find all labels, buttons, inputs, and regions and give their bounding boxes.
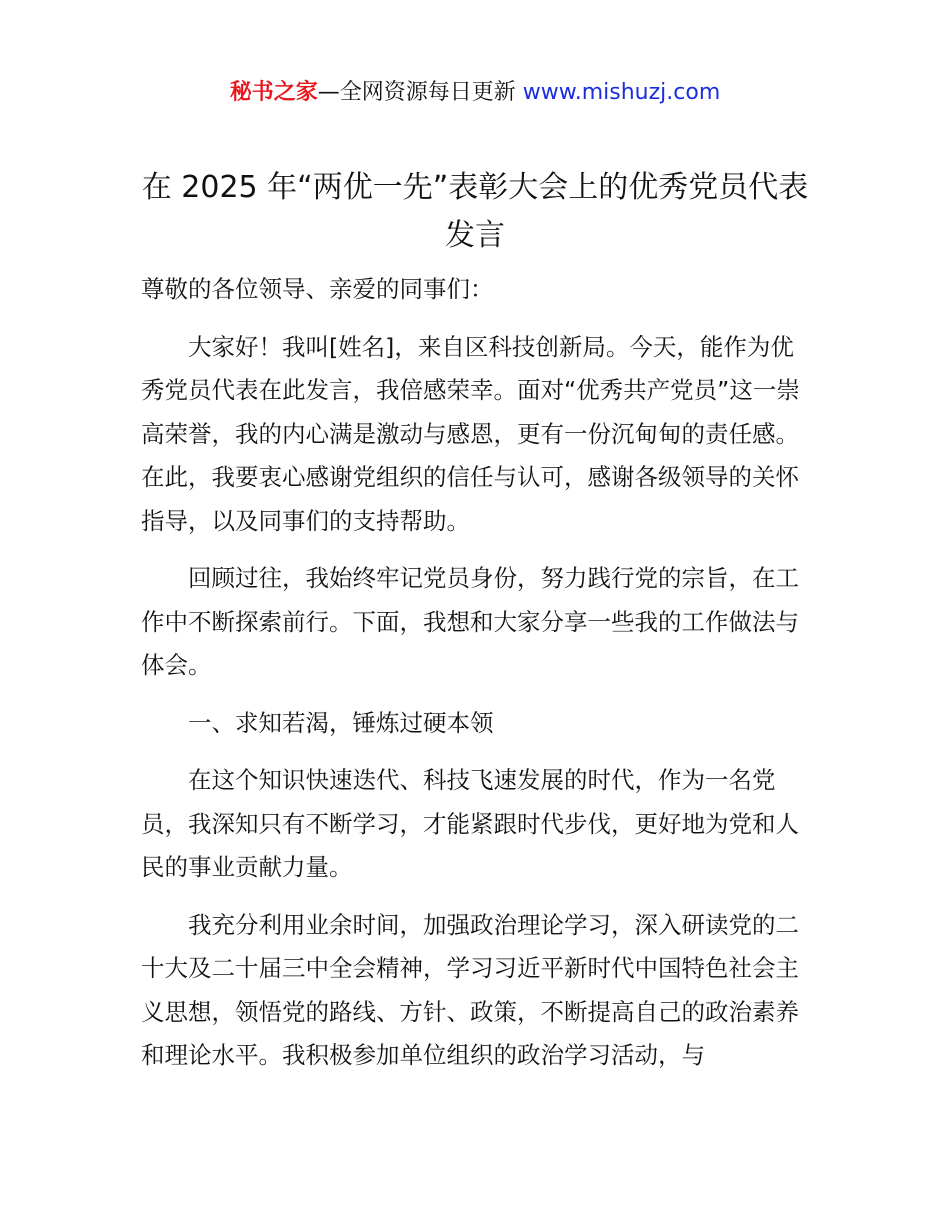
salutation: 尊敬的各位领导、亲爱的同事们： xyxy=(141,275,494,303)
document-title: 在 2025 年“两优一先”表彰大会上的优秀党员代表发言 xyxy=(141,170,809,253)
body-paragraph: 我充分利用业余时间，加强政治理论学习，深入研读党的二十大及二十届三中全会精神，学习习近平新时代中国特色社会主义思想，领悟党的路线、方针、政策，不断提高自己的政治素养和理论水平。我积极参加单位组织的政治学习活动，与 xyxy=(141,910,799,1069)
body-paragraph: 在这个知识快速迭代、科技飞速发展的时代，作为一名党员，我深知只有不断学习，才能紧跟时代步伐，更好地为党和人民的事业贡献力量。 xyxy=(141,766,799,881)
body-paragraph: 大家好！我叫[姓名]，来自区科技创新局。今天，能作为优秀党员代表在此发言，我倍感荣幸。面对“优秀共产党员”这一崇高荣誉，我的内心满是激动与感恩，更有一份沉甸甸的责任感。在此，我要衷心感谢党组织的信任与认可，感谢各级领导的关怀指导，以及同事们的支持帮助。 xyxy=(141,332,800,535)
site-tagline: —全网资源每日更新 xyxy=(317,80,516,105)
body-paragraph: 回顾过往，我始终牢记党员身份，努力践行党的宗旨，在工作中不断探索前行。下面，我想和大家分享一些我的工作做法与体会。 xyxy=(141,564,799,679)
site-brand: 秘书之家 xyxy=(229,80,318,105)
section-heading: 一、求知若渴，锤炼过硬本领 xyxy=(188,708,494,737)
document-body xyxy=(141,268,813,1078)
site-url-link[interactable]: www.mishuzj.com xyxy=(522,80,721,105)
site-header xyxy=(0,76,950,110)
